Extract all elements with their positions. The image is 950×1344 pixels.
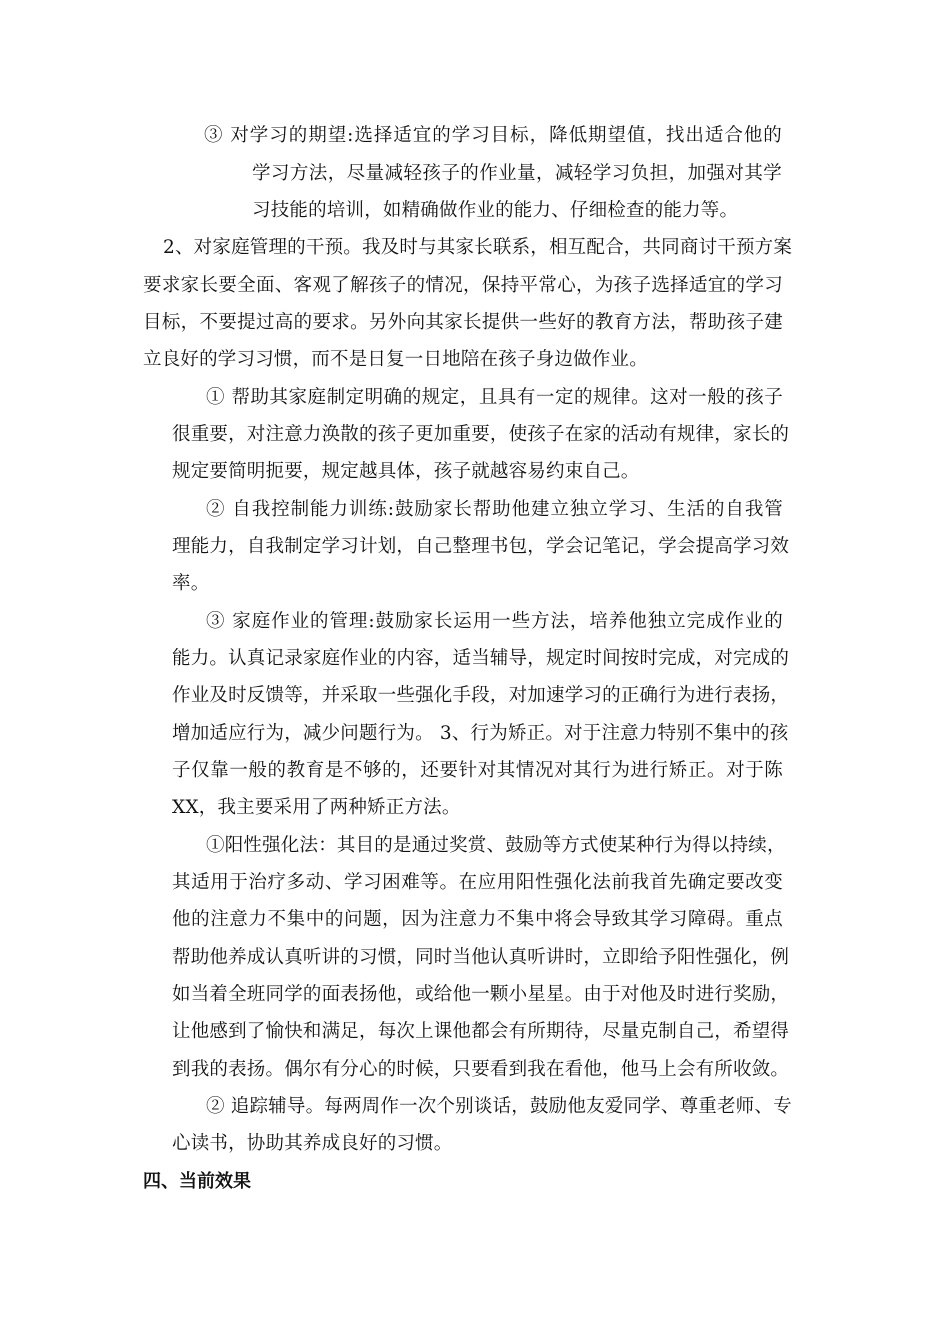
tracking-line-1: ② 追踪辅导。每两周作一次个别谈话，鼓励他友爱同学、尊重老师、专	[206, 1096, 792, 1117]
homework-line-2: 能力。认真记录家庭作业的内容，适当辅导，规定时间按时完成，对完成的	[172, 648, 790, 669]
reinforcement-line-5: 如当着全班同学的面表扬他，或给他一颗小星星。由于对他及时进行奖励，	[172, 984, 790, 1005]
section-heading-current-effect: 四、当前效果	[143, 1171, 251, 1192]
homework-line-4: 增加适应行为，减少问题行为。 3、行为矫正。对于注意力特别不集中的孩	[172, 723, 789, 744]
reinforcement-line-2: 其适用于治疗多动、学习困难等。在应用阳性强化法前我首先确定要改变	[172, 872, 783, 893]
rules-line-1: ① 帮助其家庭制定明确的规定，且具有一定的规律。这对一般的孩子	[206, 387, 783, 408]
homework-line-6: XX，我主要采用了两种矫正方法。	[172, 797, 461, 818]
expectation-line-2: 学习方法，尽量减轻孩子的作业量，减轻学习负担，加强对其学	[252, 163, 782, 184]
rules-line-2: 很重要，对注意力涣散的孩子更加重要，使孩子在家的活动有规律，家长的	[172, 424, 790, 445]
homework-line-5: 子仅靠一般的教育是不够的，还要针对其情况对其行为进行矫正。对于陈	[172, 760, 783, 781]
expectation-line-3: 习技能的培训，如精确做作业的能力、仔细检查的能力等。	[252, 200, 739, 221]
selfcontrol-line-1: ② 自我控制能力训练:鼓励家长帮助他建立独立学习、生活的自我管	[206, 499, 783, 520]
family-line-1: 2、对家庭管理的干预。我及时与其家长联系，相互配合，共同商讨干预方案	[163, 237, 793, 258]
reinforcement-line-3: 他的注意力不集中的问题，因为注意力不集中将会导致其学习障碍。重点	[172, 909, 783, 930]
family-line-4: 立良好的学习习惯，而不是日复一日地陪在孩子身边做作业。	[143, 349, 648, 370]
homework-line-1: ③ 家庭作业的管理:鼓励家长运用一些方法，培养他独立完成作业的	[206, 611, 783, 632]
expectation-line-1: ③ 对学习的期望:选择适宜的学习目标，降低期望值，找出适合他的	[204, 125, 782, 146]
rules-line-3: 规定要简明扼要，规定越具体，孩子就越容易约束自己。	[172, 461, 640, 482]
reinforcement-line-6: 让他感到了愉快和满足，每次上课他都会有所期待，尽量克制自己，希望得	[172, 1021, 790, 1042]
tracking-line-2: 心读书，协助其养成良好的习惯。	[172, 1133, 453, 1154]
homework-line-3: 作业及时反馈等，并采取一些强化手段，对加速学习的正确行为进行表扬，	[172, 685, 790, 706]
selfcontrol-line-2: 理能力，自我制定学习计划，自己整理书包，学会记笔记，学会提高学习效	[172, 536, 790, 557]
family-line-3: 目标，不要提过高的要求。另外向其家长提供一些好的教育方法，帮助孩子建	[143, 312, 783, 333]
reinforcement-line-4: 帮助他养成认真听讲的习惯，同时当他认真听讲时，立即给予阳性强化，例	[172, 947, 790, 968]
selfcontrol-line-3: 率。	[172, 573, 210, 594]
reinforcement-line-1: ①阳性强化法：其目的是通过奖赏、鼓励等方式使某种行为得以持续，	[206, 835, 786, 856]
reinforcement-line-7: 到我的表扬。偶尔有分心的时候，只要看到我在看他，他马上会有所收敛。	[172, 1059, 790, 1080]
family-line-2: 要求家长要全面、客观了解孩子的情况，保持平常心，为孩子选择适宜的学习	[143, 275, 783, 296]
